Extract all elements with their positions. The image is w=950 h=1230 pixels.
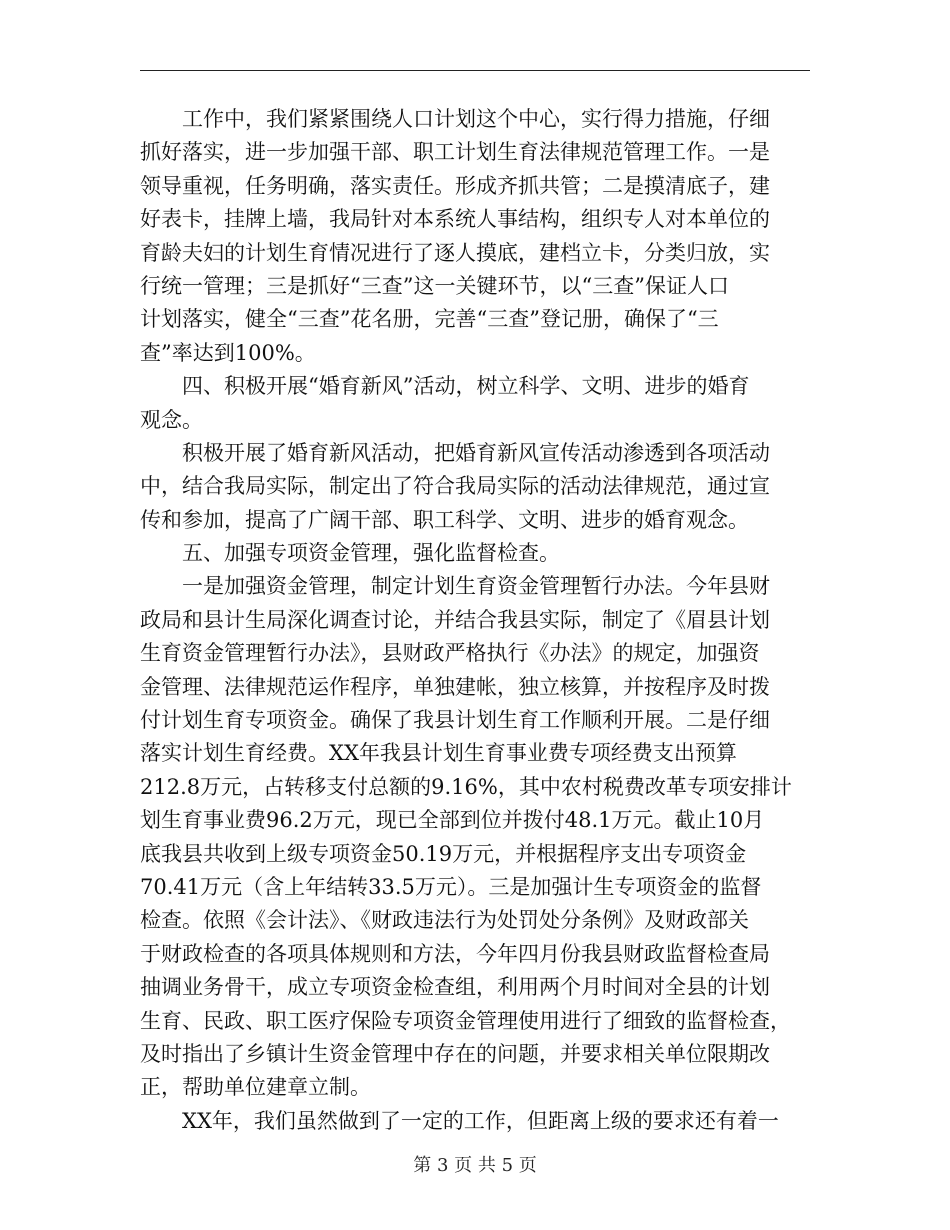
body-line: 正，帮助单位建章立制。 [140, 1075, 371, 1100]
section-heading: 观念。 [140, 407, 203, 432]
body-line: 积极开展了婚育新风活动，把婚育新风宣传活动渗透到各项活动 [140, 440, 770, 465]
body-line: 金管理、法律规范运作程序，单独建帐，独立核算，并按程序及时拨 [140, 674, 770, 699]
header-rule [140, 70, 810, 71]
body-line: 及时指出了乡镇计生资金管理中存在的问题，并要求相关单位限期改 [140, 1041, 770, 1066]
body-line: 中，结合我局实际，制定出了符合我局实际的活动法律规范，通过宣 [140, 474, 770, 499]
body-line: 抽调业务骨干，成立专项资金检查组，利用两个月时间对全县的计划 [140, 975, 770, 1000]
body-line: 付计划生育专项资金。确保了我县计划生育工作顺利开展。二是仔细 [140, 708, 770, 733]
body-line: 查”率达到100%。 [140, 340, 316, 365]
body-line: 育龄夫妇的计划生育情况进行了逐人摸底，建档立卡，分类归放，实 [140, 240, 770, 265]
section-heading: 五、加强专项资金管理，强化监督检查。 [140, 541, 560, 566]
body-line: 底我县共收到上级专项资金50.19万元，并根据程序支出专项资金 [140, 841, 747, 866]
body-line: 212.8万元，占转移支付总额的9.16%，其中农村税费改革专项安排计 [140, 774, 792, 799]
body-line: 抓好落实，进一步加强干部、职工计划生育法律规范管理工作。一是 [140, 140, 770, 165]
body-line: 生育资金管理暂行办法》，县财政严格执行《办法》的规定，加强资 [140, 641, 760, 666]
body-line: 行统一管理；三是抓好“三查”这一关键环节，以“三查”保证人口 [140, 273, 729, 298]
body-line: 计划落实，健全“三查”花名册，完善“三查”登记册，确保了“三 [140, 307, 719, 332]
body-line: XX年，我们虽然做到了一定的工作，但距离上级的要求还有着一 [140, 1108, 779, 1133]
body-line: 划生育事业费96.2万元，现已全部到位并拨付48.1万元。截止10月 [140, 808, 765, 833]
body-line: 领导重视，任务明确，落实责任。形成齐抓共管；二是摸清底子，建 [140, 173, 770, 198]
document-body [140, 103, 810, 1138]
body-line: 工作中，我们紧紧围绕人口计划这个中心，实行得力措施，仔细 [140, 107, 770, 131]
body-line: 70.41万元（含上年结转33.5万元）。三是加强计生专项资金的监督 [140, 874, 762, 899]
body-line: 政局和县计生局深化调查讨论，并结合我县实际，制定了《眉县计划 [140, 607, 770, 632]
body-line: 生育、民政、职工医疗保险专项资金管理使用进行了细致的监督检查， [140, 1008, 791, 1033]
body-line: 好表卡，挂牌上墙，我局针对本系统人事结构，组织专人对本单位的 [140, 207, 770, 232]
body-line: 于财政检查的各项具体规则和方法，今年四月份我县财政监督检查局 [140, 941, 770, 966]
page-number-footer: 第 3 页 共 5 页 [413, 1155, 537, 1176]
body-line: 落实计划生育经费。XX年我县计划生育事业费专项经费支出预算 [140, 741, 737, 766]
body-line: 一是加强资金管理，制定计划生育资金管理暂行办法。今年县财 [140, 574, 770, 599]
body-line: 传和参加，提高了广阔干部、职工科学、文明、进步的婚育观念。 [140, 507, 749, 532]
section-heading: 四、积极开展“婚育新风”活动，树立科学、文明、进步的婚育 [140, 374, 750, 399]
body-line: 检查。依照《会计法》、《财政违法行为处罚处分条例》及财政部关 [140, 908, 749, 933]
